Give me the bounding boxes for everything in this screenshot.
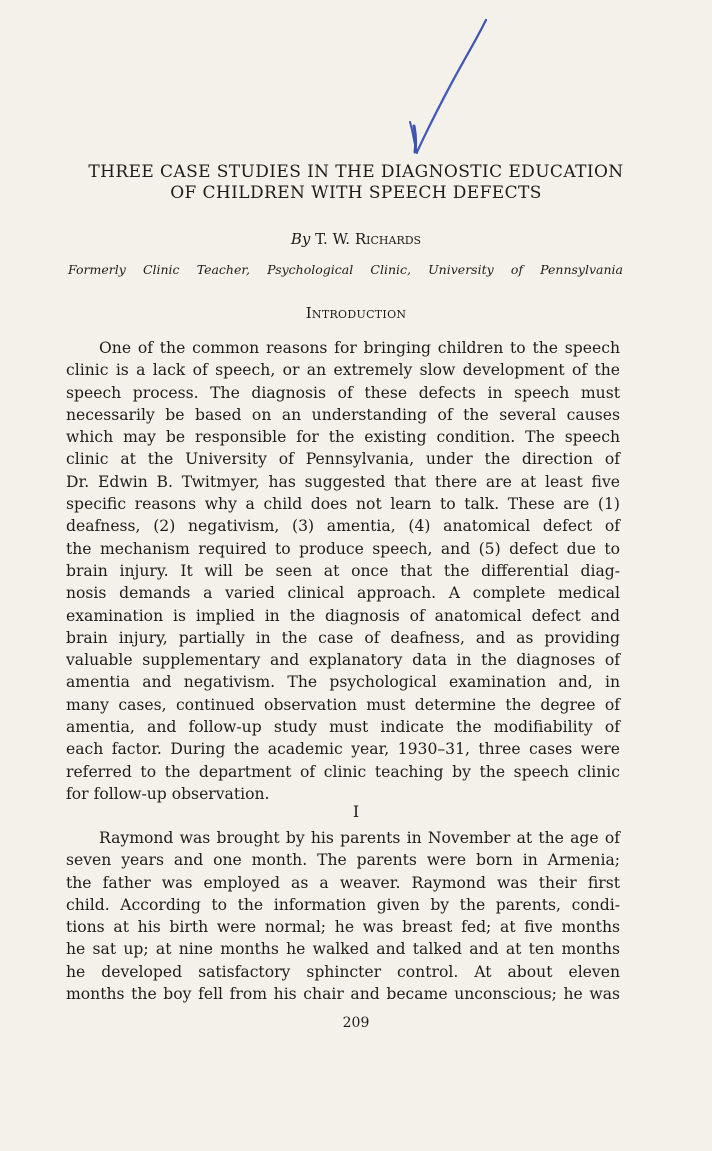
author-surname: Richards — [354, 230, 422, 248]
author-initials: T. W. — [315, 230, 351, 248]
article-title — [40, 162, 672, 204]
paragraph-line: deafness, (2) negativism, (3) amentia, (4) anatomical defect of — [66, 517, 620, 536]
handwritten-check-mark-icon — [400, 14, 500, 159]
paragraph-line: brain injury, partially in the case of deafness, and as providing — [66, 628, 620, 647]
byline-by: By — [290, 230, 311, 248]
introduction-paragraph — [66, 337, 620, 805]
paragraph-line: amentia and negativism. The psychological examination and, in — [66, 673, 620, 692]
paragraph-line: he sat up; at nine months he walked and talked and at ten months — [66, 940, 620, 959]
paragraph-line: specific reasons why a child does not learn to talk. These are (1) — [66, 495, 620, 514]
paragraph-line: necessarily be based on an understanding of the several causes — [66, 405, 620, 424]
paragraph-line: One of the common reasons for bringing children to the speech — [99, 339, 620, 357]
section-number: I — [352, 802, 360, 821]
paragraph-line: brain injury. It will be seen at once that the differential diag- — [66, 561, 620, 580]
article-title-line-1: THREE CASE STUDIES IN THE DIAGNOSTIC EDUCATION — [88, 162, 624, 182]
paragraph-line: for follow-up observation. — [66, 784, 270, 803]
paragraph-line: clinic is a lack of speech, or an extremely slow development of the — [66, 361, 620, 380]
paragraph-line: which may be responsible for the existing condition. The speech — [66, 428, 620, 447]
paragraph-line: seven years and one month. The parents were born in Armenia; — [66, 851, 620, 870]
paragraph-line: valuable supplementary and explanatory data in the diagnoses of — [66, 651, 620, 670]
case-paragraph — [66, 827, 620, 1005]
author-affiliation: Formerly Clinic Teacher, Psychological Clinic, University of Pennsylvania — [68, 262, 623, 277]
author-byline — [0, 229, 712, 249]
paragraph-line: referred to the department of clinic teaching by the speech clinic — [66, 762, 620, 781]
paragraph-line: amentia, and follow-up study must indicate the modifiability of — [66, 718, 620, 737]
paragraph-line: tions at his birth were normal; he was breast fed; at five months — [66, 918, 620, 937]
paragraph-line: months the boy fell from his chair and became unconscious; he was — [66, 985, 620, 1004]
paragraph-line: each factor. During the academic year, 1930–31, three cases were — [66, 740, 620, 759]
paragraph-line: Raymond was brought by his parents in November at the age of — [99, 829, 620, 847]
paragraph-line: he developed satisfactory sphincter control. At about eleven — [66, 962, 620, 981]
paragraph-line: the mechanism required to produce speech, and (5) defect due to — [66, 539, 620, 558]
paragraph-line: nosis demands a varied clinical approach. A complete medical — [66, 584, 620, 603]
paragraph-line: Dr. Edwin B. Twitmyer, has suggested that there are at least five — [66, 472, 620, 491]
paragraph-line: examination is implied in the diagnosis of anatomical defect and — [66, 606, 620, 625]
paragraph-line: the father was employed as a weaver. Raymond was their first — [66, 873, 620, 892]
paragraph-line: clinic at the University of Pennsylvania, under the direction of — [66, 450, 620, 469]
paragraph-line: child. According to the information given by the parents, condi- — [66, 895, 620, 914]
paragraph-line: speech process. The diagnosis of these defects in speech must — [66, 383, 620, 402]
paragraph-line: many cases, continued observation must determine the degree of — [66, 695, 620, 714]
introduction-heading: Introduction — [305, 304, 407, 322]
page-number: 209 — [342, 1015, 370, 1031]
article-title-line-2: OF CHILDREN WITH SPEECH DEFECTS — [170, 183, 542, 203]
